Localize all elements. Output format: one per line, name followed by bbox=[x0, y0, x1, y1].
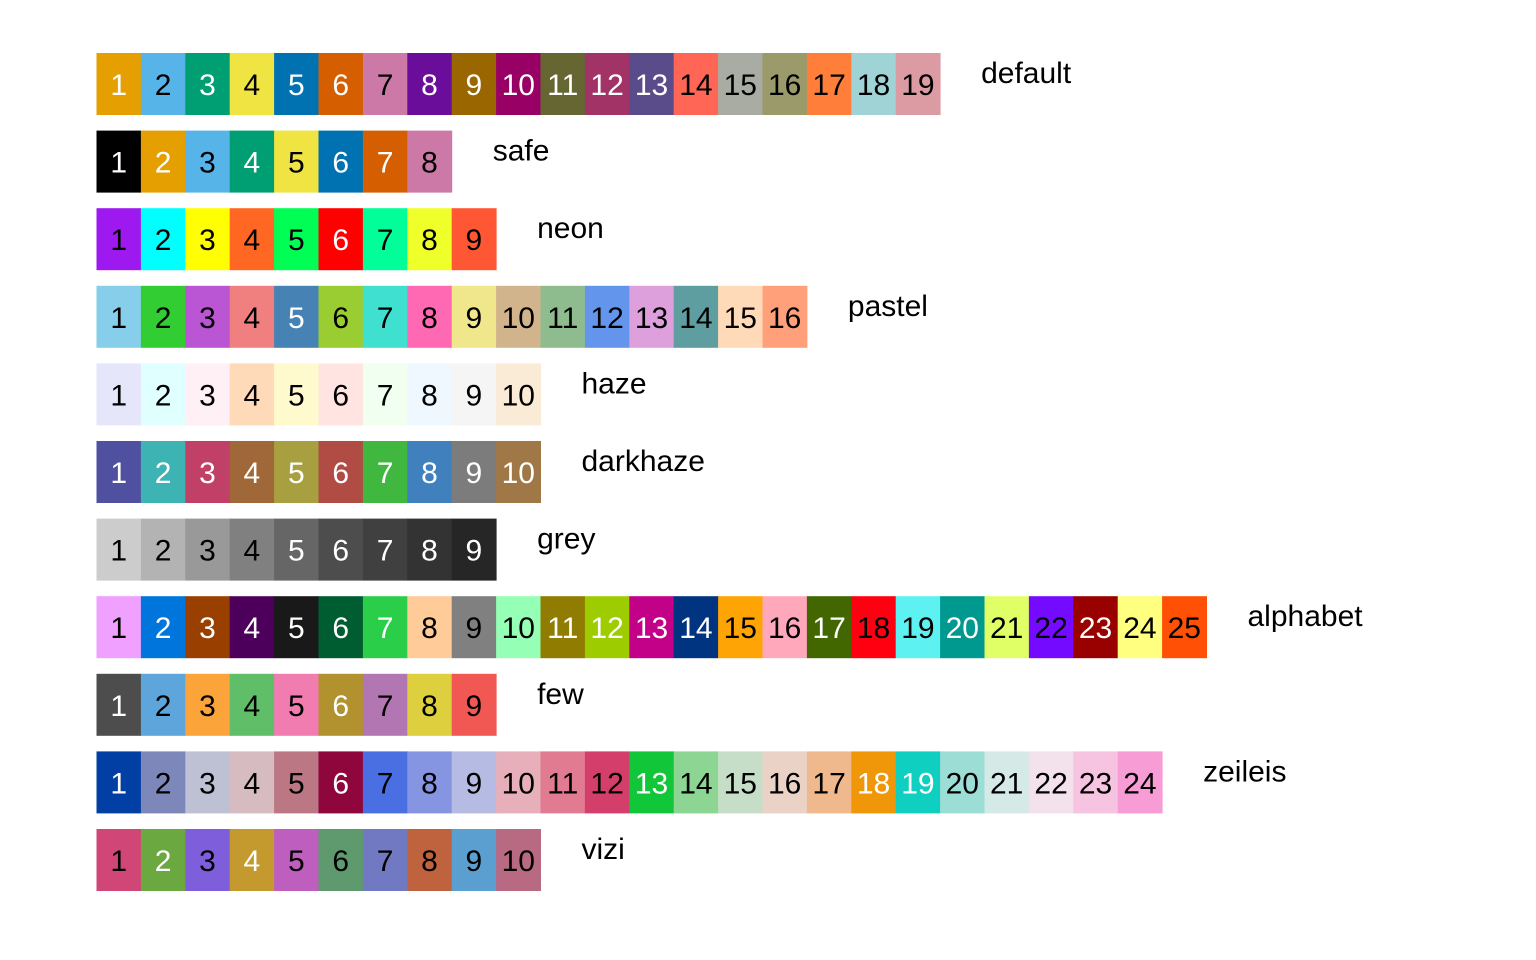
swatch-number-zeileis-18: 18 bbox=[856, 767, 891, 801]
swatch-number-zeileis-20: 20 bbox=[945, 767, 979, 801]
swatch-number-darkhaze-5: 5 bbox=[287, 457, 305, 490]
swatch-number-darkhaze-2: 2 bbox=[154, 457, 172, 490]
swatch-number-haze-5: 5 bbox=[287, 379, 305, 413]
swatch-number-haze-4: 4 bbox=[243, 379, 261, 413]
swatch-number-few-9: 9 bbox=[465, 689, 483, 723]
swatch-number-safe-2: 2 bbox=[154, 146, 172, 180]
swatch-number-safe-8: 8 bbox=[421, 146, 438, 180]
swatch-number-alphabet-12: 12 bbox=[590, 612, 624, 646]
swatch-number-vizi-7: 7 bbox=[376, 845, 394, 878]
swatch-number-default-14: 14 bbox=[679, 69, 713, 102]
swatch-number-vizi-2: 2 bbox=[154, 845, 172, 878]
swatch-number-zeileis-14: 14 bbox=[679, 767, 713, 801]
swatch-number-grey-4: 4 bbox=[243, 534, 261, 568]
swatch-number-alphabet-2: 2 bbox=[154, 612, 172, 646]
swatch-number-alphabet-4: 4 bbox=[243, 612, 261, 646]
palette-row-zeileis bbox=[97, 751, 1287, 813]
swatch-number-darkhaze-7: 7 bbox=[376, 457, 394, 490]
swatch-number-default-16: 16 bbox=[768, 69, 802, 102]
swatch-number-alphabet-14: 14 bbox=[679, 612, 713, 646]
swatch-number-pastel-3: 3 bbox=[199, 301, 216, 335]
swatch-number-neon-8: 8 bbox=[421, 224, 438, 258]
swatch-number-few-6: 6 bbox=[332, 689, 350, 723]
swatch-number-vizi-3: 3 bbox=[199, 845, 216, 878]
swatch-number-zeileis-22: 22 bbox=[1034, 767, 1068, 801]
swatch-number-alphabet-7: 7 bbox=[376, 612, 394, 646]
swatch-number-grey-2: 2 bbox=[154, 534, 172, 568]
swatch-number-alphabet-25: 25 bbox=[1167, 612, 1201, 646]
swatch-number-few-2: 2 bbox=[154, 689, 172, 723]
swatch-number-darkhaze-10: 10 bbox=[501, 457, 535, 490]
palette-row-few bbox=[97, 674, 585, 736]
swatch-number-vizi-10: 10 bbox=[501, 845, 535, 878]
swatch-number-alphabet-24: 24 bbox=[1123, 612, 1157, 646]
swatch-number-zeileis-4: 4 bbox=[243, 767, 261, 801]
palette-row-alphabet bbox=[97, 596, 1364, 658]
swatch-number-pastel-4: 4 bbox=[243, 301, 261, 335]
palette-label-default: default bbox=[981, 57, 1072, 90]
swatch-number-neon-2: 2 bbox=[154, 224, 172, 258]
palette-row-default bbox=[97, 53, 1072, 115]
swatch-number-alphabet-22: 22 bbox=[1034, 612, 1068, 646]
swatch-number-few-5: 5 bbox=[287, 689, 305, 723]
swatch-number-zeileis-24: 24 bbox=[1123, 767, 1157, 801]
swatch-number-default-11: 11 bbox=[547, 69, 579, 102]
swatch-number-zeileis-7: 7 bbox=[376, 767, 394, 801]
swatch-number-few-8: 8 bbox=[421, 689, 438, 723]
swatch-number-vizi-4: 4 bbox=[243, 845, 261, 878]
swatch-number-default-15: 15 bbox=[723, 69, 757, 102]
swatch-number-pastel-2: 2 bbox=[154, 301, 172, 335]
swatch-number-haze-2: 2 bbox=[154, 379, 172, 413]
swatch-number-zeileis-3: 3 bbox=[199, 767, 216, 801]
swatch-number-alphabet-16: 16 bbox=[768, 612, 802, 646]
swatch-number-pastel-10: 10 bbox=[501, 301, 535, 335]
swatch-number-darkhaze-1: 1 bbox=[110, 457, 128, 490]
swatch-number-default-7: 7 bbox=[376, 69, 394, 102]
swatch-number-zeileis-16: 16 bbox=[768, 767, 802, 801]
swatch-number-darkhaze-6: 6 bbox=[332, 457, 350, 490]
swatch-number-zeileis-5: 5 bbox=[287, 767, 305, 801]
swatch-number-pastel-14: 14 bbox=[679, 301, 713, 335]
swatch-number-vizi-1: 1 bbox=[110, 845, 128, 878]
swatch-number-pastel-12: 12 bbox=[590, 301, 624, 335]
palette-label-grey: grey bbox=[537, 522, 596, 556]
swatch-number-pastel-11: 11 bbox=[547, 301, 579, 335]
swatch-number-grey-6: 6 bbox=[332, 534, 350, 568]
swatch-number-zeileis-15: 15 bbox=[723, 767, 757, 801]
swatch-number-default-1: 1 bbox=[110, 69, 128, 102]
swatch-number-grey-5: 5 bbox=[287, 534, 305, 568]
swatch-number-haze-3: 3 bbox=[199, 379, 216, 413]
swatch-number-neon-4: 4 bbox=[243, 224, 261, 258]
swatch-number-alphabet-1: 1 bbox=[110, 612, 128, 646]
swatch-number-haze-6: 6 bbox=[332, 379, 350, 413]
swatch-number-zeileis-21: 21 bbox=[990, 767, 1024, 801]
swatch-number-zeileis-12: 12 bbox=[590, 767, 624, 801]
swatch-number-grey-3: 3 bbox=[199, 534, 216, 568]
swatch-number-vizi-6: 6 bbox=[332, 845, 350, 878]
swatch-number-zeileis-6: 6 bbox=[332, 767, 350, 801]
swatch-number-default-19: 19 bbox=[901, 69, 935, 102]
swatch-number-zeileis-9: 9 bbox=[465, 767, 483, 801]
swatch-number-zeileis-1: 1 bbox=[110, 767, 128, 801]
palette-label-haze: haze bbox=[581, 367, 647, 401]
swatch-number-few-1: 1 bbox=[110, 689, 128, 723]
swatch-number-vizi-8: 8 bbox=[421, 845, 438, 878]
swatch-number-darkhaze-8: 8 bbox=[421, 457, 438, 490]
swatch-number-default-12: 12 bbox=[590, 69, 624, 102]
swatch-number-default-10: 10 bbox=[501, 69, 535, 102]
swatch-number-grey-7: 7 bbox=[376, 534, 394, 568]
swatch-number-haze-1: 1 bbox=[110, 379, 128, 413]
swatch-number-default-2: 2 bbox=[154, 69, 172, 102]
swatch-number-grey-8: 8 bbox=[421, 534, 438, 568]
swatch-number-pastel-5: 5 bbox=[287, 301, 305, 335]
swatch-number-haze-10: 10 bbox=[501, 379, 535, 413]
swatch-number-neon-7: 7 bbox=[376, 224, 394, 258]
palette-label-darkhaze: darkhaze bbox=[581, 445, 705, 478]
swatch-number-grey-9: 9 bbox=[465, 534, 483, 568]
swatch-number-neon-1: 1 bbox=[110, 224, 128, 258]
swatch-number-default-13: 13 bbox=[634, 69, 669, 102]
swatch-number-alphabet-13: 13 bbox=[634, 612, 669, 646]
swatch-number-alphabet-19: 19 bbox=[901, 612, 935, 646]
swatch-number-pastel-13: 13 bbox=[634, 301, 669, 335]
swatch-number-default-3: 3 bbox=[199, 69, 216, 102]
swatch-number-alphabet-10: 10 bbox=[501, 612, 535, 646]
swatch-number-neon-9: 9 bbox=[465, 224, 483, 258]
swatch-number-zeileis-23: 23 bbox=[1078, 767, 1113, 801]
swatch-number-pastel-9: 9 bbox=[465, 301, 483, 335]
swatch-number-alphabet-5: 5 bbox=[287, 612, 305, 646]
swatch-number-few-4: 4 bbox=[243, 689, 261, 723]
swatch-number-default-6: 6 bbox=[332, 69, 350, 102]
swatch-number-default-9: 9 bbox=[465, 69, 483, 102]
swatch-number-safe-3: 3 bbox=[199, 146, 216, 180]
swatch-number-grey-1: 1 bbox=[110, 534, 128, 568]
swatch-number-safe-1: 1 bbox=[110, 146, 128, 180]
swatch-number-pastel-8: 8 bbox=[421, 301, 438, 335]
swatch-number-alphabet-9: 9 bbox=[465, 612, 483, 646]
palette-row-pastel bbox=[97, 286, 928, 348]
swatch-number-alphabet-20: 20 bbox=[945, 612, 979, 646]
swatch-number-safe-5: 5 bbox=[287, 146, 305, 180]
palette-row-haze bbox=[97, 363, 647, 425]
swatch-number-vizi-5: 5 bbox=[287, 845, 305, 878]
swatch-number-zeileis-19: 19 bbox=[901, 767, 935, 801]
swatch-number-safe-4: 4 bbox=[243, 146, 261, 180]
swatch-number-default-18: 18 bbox=[856, 69, 891, 102]
palette-label-neon: neon bbox=[537, 212, 604, 246]
swatch-number-pastel-1: 1 bbox=[110, 301, 128, 335]
swatch-number-safe-6: 6 bbox=[332, 146, 350, 180]
swatch-number-haze-8: 8 bbox=[421, 379, 438, 413]
palette-row-safe bbox=[97, 131, 550, 193]
swatch-number-neon-5: 5 bbox=[287, 224, 305, 258]
swatch-number-darkhaze-4: 4 bbox=[243, 457, 261, 490]
swatch-number-haze-9: 9 bbox=[465, 379, 483, 413]
swatch-number-pastel-16: 16 bbox=[768, 301, 802, 335]
swatch-number-few-7: 7 bbox=[376, 689, 394, 723]
swatch-number-zeileis-11: 11 bbox=[547, 767, 579, 801]
swatch-number-default-5: 5 bbox=[287, 69, 305, 102]
swatch-number-safe-7: 7 bbox=[376, 146, 394, 180]
swatch-number-neon-3: 3 bbox=[199, 224, 216, 258]
swatch-number-alphabet-18: 18 bbox=[856, 612, 891, 646]
palette-label-zeileis: zeileis bbox=[1203, 755, 1287, 789]
swatch-number-alphabet-21: 21 bbox=[990, 612, 1024, 646]
swatch-number-neon-6: 6 bbox=[332, 224, 350, 258]
swatch-number-zeileis-8: 8 bbox=[421, 767, 438, 801]
palette-row-neon bbox=[97, 208, 604, 270]
swatch-number-alphabet-23: 23 bbox=[1078, 612, 1113, 646]
swatch-number-pastel-6: 6 bbox=[332, 301, 350, 335]
palette-row-grey bbox=[97, 519, 596, 581]
swatch-number-few-3: 3 bbox=[199, 689, 216, 723]
swatch-number-alphabet-3: 3 bbox=[199, 612, 216, 646]
swatch-number-default-8: 8 bbox=[421, 69, 438, 102]
swatch-number-darkhaze-9: 9 bbox=[465, 457, 483, 490]
swatch-number-haze-7: 7 bbox=[376, 379, 394, 413]
palette-row-darkhaze bbox=[97, 441, 705, 503]
palette-label-safe: safe bbox=[492, 134, 550, 168]
swatch-number-zeileis-17: 17 bbox=[812, 767, 846, 801]
palette-label-few: few bbox=[537, 677, 584, 711]
swatch-number-pastel-15: 15 bbox=[723, 301, 757, 335]
swatch-number-zeileis-10: 10 bbox=[501, 767, 535, 801]
palette-row-vizi bbox=[97, 829, 625, 891]
swatch-number-alphabet-6: 6 bbox=[332, 612, 350, 646]
swatch-number-alphabet-17: 17 bbox=[812, 612, 846, 646]
palette-label-pastel: pastel bbox=[847, 289, 928, 323]
swatch-number-zeileis-13: 13 bbox=[634, 767, 669, 801]
swatch-number-alphabet-11: 11 bbox=[547, 612, 579, 646]
swatch-number-default-17: 17 bbox=[812, 69, 846, 102]
palette-label-alphabet: alphabet bbox=[1247, 600, 1363, 634]
swatch-number-vizi-9: 9 bbox=[465, 845, 483, 878]
swatch-number-alphabet-15: 15 bbox=[723, 612, 757, 646]
swatch-number-pastel-7: 7 bbox=[376, 301, 394, 335]
swatch-number-alphabet-8: 8 bbox=[421, 612, 438, 646]
palette-label-vizi: vizi bbox=[581, 833, 625, 866]
swatch-number-zeileis-2: 2 bbox=[154, 767, 172, 801]
swatch-number-darkhaze-3: 3 bbox=[199, 457, 216, 490]
swatch-number-default-4: 4 bbox=[243, 69, 261, 102]
